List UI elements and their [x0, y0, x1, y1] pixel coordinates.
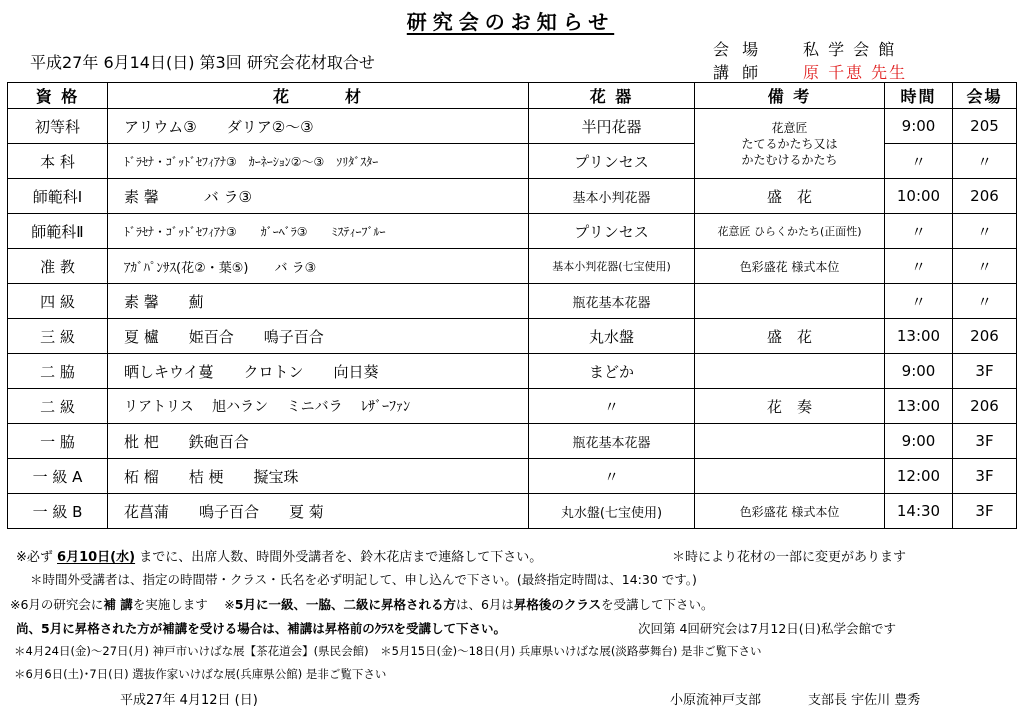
material-cell: アリウム③ ダリア②～③ [108, 109, 529, 144]
table-row [8, 494, 1017, 529]
grade-cell: 四 級 [8, 284, 108, 319]
material-cell: 花菖蒲 鳴子百合 夏 菊 [108, 494, 529, 529]
grade-cell: 准 教 [8, 249, 108, 284]
time-cell: 13:00 [885, 319, 953, 354]
grade-cell: 一 級 B [8, 494, 108, 529]
note-bold: 5月に一級、一脇、二級に昇格される方 [234, 597, 456, 612]
note-next-meeting: 次回第 4回研究会は7月12日(日)私学会館です [638, 621, 897, 636]
notes-cell [695, 284, 885, 319]
room-cell: 〃 [953, 249, 1017, 284]
vessel-cell: 基本小判花器 [529, 179, 695, 214]
note-bold: 昇格後のクラス [513, 597, 602, 612]
material-cell: 素 馨 バ ラ③ [108, 179, 529, 214]
note-text: ※6月の研究会に [10, 597, 104, 612]
table-row [8, 284, 1017, 319]
note-line: かたむけるかたち [741, 152, 838, 167]
schedule-table [7, 82, 1017, 529]
room-cell: 206 [953, 179, 1017, 214]
room-cell: 206 [953, 389, 1017, 424]
room-cell: 3F [953, 494, 1017, 529]
teacher-value: 原 千恵 先生 [803, 63, 908, 82]
time-cell: 〃 [885, 214, 953, 249]
time-cell: 12:00 [885, 459, 953, 494]
room-cell: 〃 [953, 144, 1017, 179]
page-title: 研究会のお知らせ [406, 10, 615, 34]
note-change: ＊時により花材の一部に変更があります [672, 550, 907, 565]
time-cell: 9:00 [885, 424, 953, 459]
grade-cell: 一 脇 [8, 424, 108, 459]
note-makeup [10, 595, 714, 613]
notes-cell: 花 奏 [695, 389, 885, 424]
table-header-row [8, 83, 1017, 109]
col-header-grade: 資 格 [8, 83, 108, 109]
col-header-time: 時間 [885, 83, 953, 109]
table-row [8, 249, 1017, 284]
table-row [8, 214, 1017, 249]
grade-cell: 師範科Ⅱ [8, 214, 108, 249]
time-cell: 14:30 [885, 494, 953, 529]
vessel-cell: 瓶花基本花器 [529, 284, 695, 319]
vessel-cell: 瓶花基本花器 [529, 424, 695, 459]
table-row [8, 459, 1017, 494]
table-row [8, 179, 1017, 214]
grade-cell: 師範科Ⅰ [8, 179, 108, 214]
material-cell: 柘 榴 桔 梗 擬宝珠 [108, 459, 529, 494]
note-text: は、6月は [455, 597, 514, 612]
material-cell: 夏 櫨 姫百合 鳴子百合 [108, 319, 529, 354]
footer-org: 小原流神戸支部 [670, 693, 762, 708]
event-date-line: 平成27年 6月14日(日) 第3回 研究会花材取合せ [30, 53, 375, 72]
time-cell: 13:00 [885, 389, 953, 424]
col-header-material: 花 材 [108, 83, 529, 109]
notes-cell: 色彩盛花 様式本位 [695, 249, 885, 284]
material-cell: 晒しキウイ蔓 クロトン 向日葵 [108, 354, 529, 389]
vessel-cell: 半円花器 [529, 109, 695, 144]
grade-cell: 二 級 [8, 389, 108, 424]
room-cell: 205 [953, 109, 1017, 144]
note-promotion: 尚、5月に昇格された方が補講を受ける場合は、補講は昇格前のｸﾗｽを受講して下さい。 [16, 621, 506, 636]
notes-cell [695, 459, 885, 494]
room-cell: 〃 [953, 284, 1017, 319]
time-cell: 〃 [885, 284, 953, 319]
notes-cell: 花意匠 ひらくかたち(正面性) [695, 214, 885, 249]
note-text: までに、出席人数、時間外受講者を、鈴木花店まで連絡して下さい。 [135, 550, 543, 565]
room-cell: 3F [953, 424, 1017, 459]
note-exhibition-selected: ＊6月6日(土)･7日(日) 選抜作家いけばな展(兵庫県公館) 是非ご覧下さい [14, 667, 387, 681]
note-bold: 補 講 [103, 597, 133, 612]
venue-value: 私 学 会 館 [803, 40, 897, 59]
material-cell: リアトリス 旭ハラン ミニバラ ﾚｻﾞｰﾌｧﾝ [108, 389, 529, 424]
notes-cell: 盛 花 [695, 179, 885, 214]
notes-cell: 盛 花 [695, 319, 885, 354]
note-extra-hours: ＊時間外受講者は、指定の時間帯・クラス・氏名を必ず明記して、申し込んで下さい。(最終指定時間は、14:30 です。) [30, 572, 697, 587]
note-line: 花意匠 [771, 120, 808, 135]
material-cell: ﾄﾞﾗｾﾅ・ｺﾞｯﾄﾞｾﾌｨｱﾅ③ ｶｰﾈｰｼｮﾝ②～③ ｿﾘﾀﾞｽﾀｰ [108, 144, 529, 179]
note-deadline [16, 546, 542, 565]
grade-cell: 本 科 [8, 144, 108, 179]
time-cell: 10:00 [885, 179, 953, 214]
deadline-date: 6月10日(水) [57, 550, 136, 565]
time-cell: 9:00 [885, 109, 953, 144]
notes-cell [695, 354, 885, 389]
vessel-cell: 丸水盤 [529, 319, 695, 354]
time-cell: 〃 [885, 144, 953, 179]
col-header-notes: 備 考 [695, 83, 885, 109]
material-cell: ﾄﾞﾗｾﾅ・ｺﾞｯﾄﾞｾﾌｨｱﾅ③ ｶﾞｰﾍﾞﾗ③ ﾐｽﾃｨｰﾌﾞﾙｰ [108, 214, 529, 249]
vessel-cell: 〃 [529, 389, 695, 424]
note-line: たてるかたち又は [741, 136, 838, 151]
note-text: を受講して下さい。 [601, 597, 714, 612]
grade-cell: 初等科 [8, 109, 108, 144]
footer-chief: 支部長 宇佐川 豊秀 [808, 693, 921, 708]
table-row [8, 424, 1017, 459]
room-cell: 〃 [953, 214, 1017, 249]
notes-cell [695, 424, 885, 459]
vessel-cell: 基本小判花器(七宝使用) [529, 249, 695, 284]
footer-date: 平成27年 4月12日 (日) [120, 693, 258, 708]
note-exhibitions: ＊4月24日(金)～27日(月) 神戸市いけばな展【茶花道会】(県民会館) ＊5月15日(金)～18日(月) 兵庫県いけばな展(淡路夢舞台) 是非ご覧下さい [14, 644, 762, 658]
room-cell: 3F [953, 354, 1017, 389]
col-header-room: 会場 [953, 83, 1017, 109]
vessel-cell: 丸水盤(七宝使用) [529, 494, 695, 529]
col-header-vessel: 花 器 [529, 83, 695, 109]
note-text: を実施します ※ [132, 597, 235, 612]
teacher-label: 講 師 [713, 63, 763, 82]
vessel-cell: プリンセス [529, 214, 695, 249]
grade-cell: 二 脇 [8, 354, 108, 389]
vessel-cell: まどか [529, 354, 695, 389]
material-cell: 素 馨 薊 [108, 284, 529, 319]
material-cell: ｱｶﾞﾊﾟﾝｻｽ(花②・葉⑤) バ ラ③ [108, 249, 529, 284]
grade-cell: 一 級 A [8, 459, 108, 494]
venue-label: 会 場 [713, 40, 763, 59]
room-cell: 3F [953, 459, 1017, 494]
table-row [8, 319, 1017, 354]
table-row [8, 354, 1017, 389]
table-row [8, 389, 1017, 424]
material-cell: 枇 杷 鉄砲百合 [108, 424, 529, 459]
grade-cell: 三 級 [8, 319, 108, 354]
note-text: ※必ず [16, 550, 58, 565]
vessel-cell: プリンセス [529, 144, 695, 179]
room-cell: 206 [953, 319, 1017, 354]
table-row [8, 109, 1017, 144]
time-cell: 9:00 [885, 354, 953, 389]
notes-cell: 色彩盛花 様式本位 [695, 494, 885, 529]
time-cell: 〃 [885, 249, 953, 284]
vessel-cell: 〃 [529, 459, 695, 494]
notes-cell-merged [695, 109, 885, 179]
